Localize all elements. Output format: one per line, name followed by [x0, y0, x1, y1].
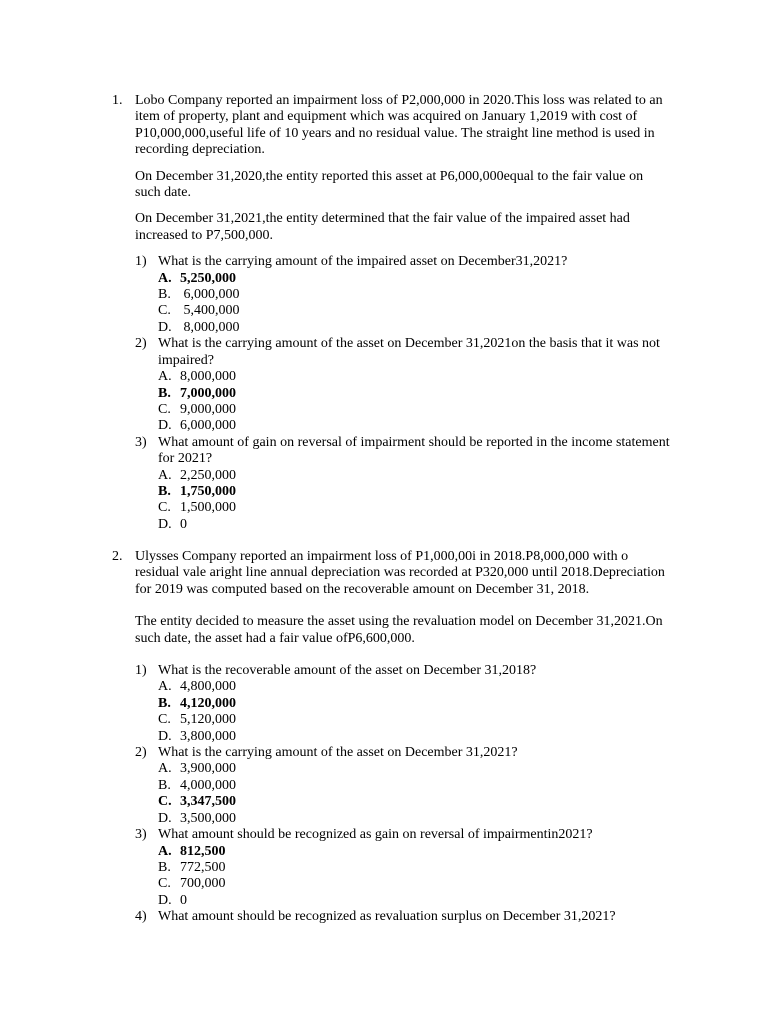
option-b: B. 6,000,000: [158, 287, 240, 303]
question-text: What amount of gain on reversal of impairment should be reported in the income statement for 2021?: [158, 434, 670, 467]
option-b: B. 7,000,000: [158, 385, 236, 401]
question-number: 3): [135, 827, 147, 843]
question-1-1: [135, 254, 672, 336]
question-2-3: [135, 827, 672, 909]
question-text: What amount should be recognized as revaluation surplus on December 31,2021?: [158, 909, 616, 925]
option-a: A. 2,250,000: [158, 467, 236, 483]
problem-1: [112, 93, 672, 533]
option-b: B. 4,120,000: [158, 695, 236, 711]
option-a: A. 8,000,000: [158, 369, 236, 385]
answer-options: [158, 271, 672, 337]
problem-body: [135, 549, 672, 647]
problem-paragraph: Lobo Company reported an impairment loss of P2,000,000 in 2020.This loss was related to an item of property, plant and equipment which was acquired on January 1,2019 with cost of P10,000,000,useful life of 10 years and no residual value. The straight line method is used in recording depreciation.: [135, 93, 663, 158]
question-number: 1): [135, 663, 147, 679]
option-b: B. 772,500: [158, 859, 226, 875]
question-number: 2): [135, 336, 147, 352]
option-c: C. 9,000,000: [158, 401, 236, 417]
question-1-3: [135, 435, 672, 533]
option-d: D. 3,800,000: [158, 728, 236, 744]
question-number: 1): [135, 254, 147, 270]
problem-paragraph: Ulysses Company reported an impairment loss of P1,000,00i in 2018.P8,000,000 with o residual vale aright line annual depreciation was recorded at P320,000 until 2018.Depreciation for 2019 was computed based on the recoverable amount on December 31, 2018.: [135, 549, 665, 597]
option-c: C. 700,000: [158, 876, 226, 892]
problem-2: [112, 549, 672, 926]
option-a: A. 4,800,000: [158, 679, 236, 695]
option-d: D. 0: [158, 892, 187, 908]
question-number: 4): [135, 909, 147, 925]
question-2-1: [135, 663, 672, 745]
option-b: B. 4,000,000: [158, 777, 236, 793]
answer-options: [158, 679, 672, 745]
option-c: C. 3,347,500: [158, 794, 236, 810]
problem-paragraph: On December 31,2021,the entity determined that the fair value of the impaired asset had increased to P7,500,000.: [135, 211, 630, 243]
problem-paragraph: On December 31,2020,the entity reported this asset at P6,000,000equal to the fair value on such date.: [135, 168, 644, 201]
question-number: 3): [135, 434, 147, 450]
answer-options: [158, 468, 672, 534]
problem-paragraph: The entity decided to measure the asset using the revaluation model on December 31,2021.On such date, the asset had a fair value ofP6,600,000.: [135, 614, 663, 646]
question-2-4: [135, 909, 672, 925]
question-text: What is the carrying amount of the impaired asset on December31,2021?: [158, 254, 568, 270]
option-c: C. 1,500,000: [158, 500, 236, 516]
option-d: D. 0: [158, 516, 187, 532]
question-text: What is the carrying amount of the asset on December 31,2021on the basis that it was not impaired?: [158, 336, 660, 368]
option-a: A. 5,250,000: [158, 270, 236, 286]
question-text: What amount should be recognized as gain on reversal of impairmentin2021?: [158, 827, 593, 843]
question-text: What is the recoverable amount of the asset on December 31,2018?: [158, 663, 537, 679]
answer-options: [158, 761, 672, 827]
option-a: A. 812,500: [158, 843, 226, 859]
question-2-2: [135, 745, 672, 827]
question-text: What is the carrying amount of the asset on December 31,2021?: [158, 745, 518, 761]
option-d: D. 3,500,000: [158, 810, 236, 826]
option-d: D. 8,000,000: [158, 319, 240, 335]
problem-number: 2.: [112, 549, 123, 564]
answer-options: [158, 844, 672, 910]
option-a: A. 3,900,000: [158, 761, 236, 777]
problem-number: 1.: [112, 93, 123, 108]
problem-body: [135, 93, 672, 244]
option-d: D. 6,000,000: [158, 418, 236, 434]
question-number: 2): [135, 745, 147, 761]
option-b: B. 1,750,000: [158, 483, 236, 499]
option-c: C. 5,120,000: [158, 712, 236, 728]
option-c: C. 5,400,000: [158, 303, 240, 319]
question-1-2: [135, 336, 672, 434]
answer-options: [158, 369, 672, 435]
